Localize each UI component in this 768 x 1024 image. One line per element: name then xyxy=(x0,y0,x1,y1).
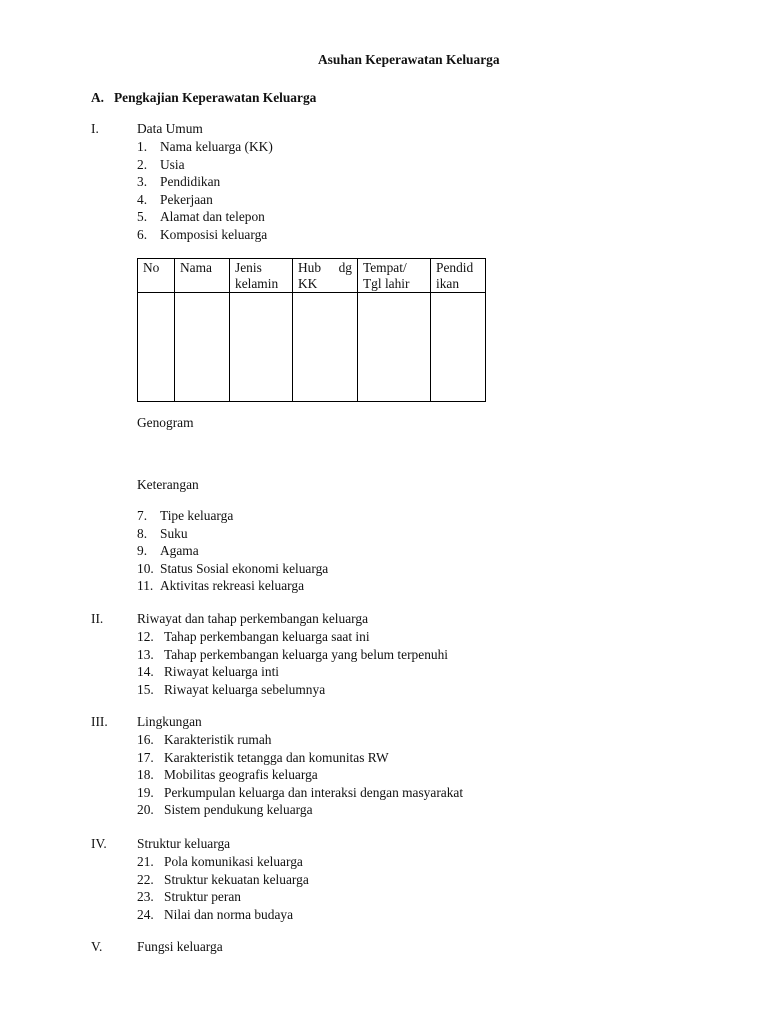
table-empty-row xyxy=(138,293,486,402)
list-item-number: 11. xyxy=(137,578,154,593)
list-item-number: 3. xyxy=(137,174,148,189)
list-item-text: Karakteristik rumah xyxy=(164,732,272,747)
header-hub-word1: Hub xyxy=(298,260,322,275)
table-cell xyxy=(431,293,486,402)
table-cell xyxy=(230,293,293,402)
list-item-number: 21. xyxy=(137,854,154,869)
list-item-text: Status Sosial ekonomi keluarga xyxy=(160,561,329,576)
list-item-text: Struktur kekuatan keluarga xyxy=(164,872,309,887)
section-i-title: Data Umum xyxy=(137,121,203,136)
list-item-number: 1. xyxy=(137,139,148,154)
section-ii-title: Riwayat dan tahap perkembangan keluarga xyxy=(137,611,369,626)
header-hub-line1 xyxy=(298,260,352,276)
list-item-number: 18. xyxy=(137,767,154,782)
header-pendid-line1: Pendid xyxy=(436,260,474,275)
genogram-label: Genogram xyxy=(137,415,194,430)
list-item-text: Tahap perkembangan keluarga saat ini xyxy=(164,629,370,644)
list-item-text: Tipe keluarga xyxy=(160,508,234,523)
list-item-number: 7. xyxy=(137,508,148,523)
list-item-number: 22. xyxy=(137,872,154,887)
list-item-number: 9. xyxy=(137,543,148,558)
table-cell xyxy=(175,293,230,402)
list-item-text: Usia xyxy=(160,157,185,172)
list-item-number: 6. xyxy=(137,227,148,242)
list-item-text: Komposisi keluarga xyxy=(160,227,268,242)
header-jenis-line1: Jenis xyxy=(235,260,262,275)
family-composition-table xyxy=(137,258,486,402)
list-item-text: Perkumpulan keluarga dan interaksi dengan masyarakat xyxy=(164,785,464,800)
list-item-text: Nama keluarga (KK) xyxy=(160,139,273,154)
header-tempat-tgl-lahir xyxy=(358,259,431,293)
header-tempat-line2: Tgl lahir xyxy=(363,275,410,291)
section-a-title: Pengkajian Keperawatan Keluarga xyxy=(114,90,317,105)
header-jenis-kelamin xyxy=(230,259,293,293)
list-item-number: 20. xyxy=(137,802,154,817)
section-iii-roman: III. xyxy=(91,714,108,729)
table-cell xyxy=(293,293,358,402)
list-item-number: 4. xyxy=(137,192,148,207)
list-item-text: Pola komunikasi keluarga xyxy=(164,854,303,869)
list-item-number: 2. xyxy=(137,157,148,172)
document-title: Asuhan Keperawatan Keluarga xyxy=(318,52,500,67)
header-hub-dg-kk xyxy=(293,259,358,293)
list-item-text: Sistem pendukung keluarga xyxy=(164,802,313,817)
list-item-number: 8. xyxy=(137,526,148,541)
list-item-text: Mobilitas geografis keluarga xyxy=(164,767,318,782)
section-ii-roman: II. xyxy=(91,611,104,626)
header-tempat-line1: Tempat/ xyxy=(363,260,407,275)
list-item-number: 10. xyxy=(137,561,154,576)
list-item-text: Agama xyxy=(160,543,199,558)
section-i-roman: I. xyxy=(91,121,99,136)
list-item-text: Nilai dan norma budaya xyxy=(164,907,294,922)
section-v-title: Fungsi keluarga xyxy=(137,939,223,954)
header-pendidikan xyxy=(431,259,486,293)
list-item-text: Tahap perkembangan keluarga yang belum terpenuhi xyxy=(164,647,449,662)
list-item-number: 23. xyxy=(137,889,154,904)
section-iv-title: Struktur keluarga xyxy=(137,836,231,851)
list-item-number: 15. xyxy=(137,682,154,697)
list-item-text: Aktivitas rekreasi keluarga xyxy=(160,578,305,593)
section-a-letter: A. xyxy=(91,90,105,105)
list-item-text: Pekerjaan xyxy=(160,192,213,207)
header-hub-word2: dg xyxy=(338,260,352,275)
list-item-text: Alamat dan telepon xyxy=(160,209,265,224)
list-item-number: 14. xyxy=(137,664,154,679)
header-pendid-line2: ikan xyxy=(436,275,460,291)
keterangan-label: Keterangan xyxy=(137,477,199,492)
table-cell xyxy=(138,293,175,402)
table-header-row xyxy=(138,259,486,293)
section-iii-title: Lingkungan xyxy=(137,714,202,729)
header-hub-line2: KK xyxy=(298,275,318,291)
section-iv-roman: IV. xyxy=(91,836,107,851)
list-item-number: 12. xyxy=(137,629,154,644)
list-item-text: Suku xyxy=(160,526,188,541)
list-item-number: 16. xyxy=(137,732,154,747)
list-item-text: Riwayat keluarga sebelumnya xyxy=(164,682,326,697)
table-cell xyxy=(358,293,431,402)
list-item-number: 19. xyxy=(137,785,154,800)
list-item-number: 24. xyxy=(137,907,154,922)
list-item-text: Riwayat keluarga inti xyxy=(164,664,280,679)
list-item-text: Karakteristik tetangga dan komunitas RW xyxy=(164,750,389,765)
list-item-number: 17. xyxy=(137,750,154,765)
header-jenis-line2: kelamin xyxy=(235,275,279,291)
list-item-number: 5. xyxy=(137,209,148,224)
list-item-text: Struktur peran xyxy=(164,889,241,904)
header-no: No xyxy=(138,259,175,293)
list-item-text: Pendidikan xyxy=(160,174,221,189)
section-v-roman: V. xyxy=(91,939,103,954)
list-item-number: 13. xyxy=(137,647,154,662)
header-nama: Nama xyxy=(175,259,230,293)
